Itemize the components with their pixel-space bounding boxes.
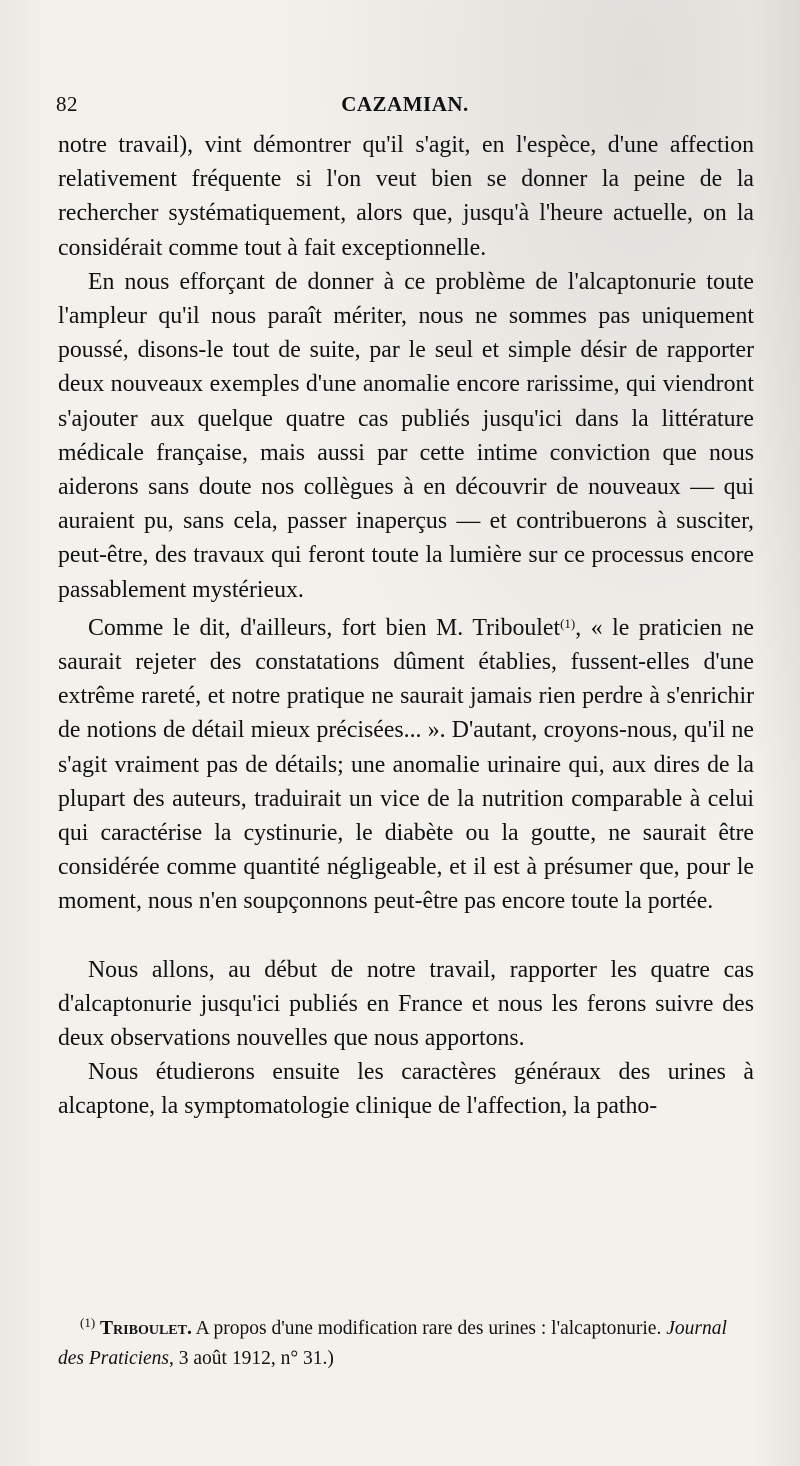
paragraph-4: Nous allons, au début de notre travail, rapporter les quatre cas d'alcaptonurie jusqu'ici publiés en France et nous les ferons suivre des deux observations nouvelles que nous apportons. [58, 956, 754, 1052]
paragraph-2: En nous efforçant de donner à ce problème de l'alcaptonurie toute l'ampleur qu'il nous paraît mériter, nous ne sommes pas uniquement poussé, disons-le tout de suite, par le seul et simple désir de rapporter deux nouveaux exemples d'une anomalie encore rarissime, qui viendront s'ajouter aux quelque quatre cas publiés jusqu'ici dans la littérature médicale française, mais aussi par cette intime conviction que nous aiderons sans doute nos collègues à en découvrir de nouveaux — qui auraient pu, sans cela, passer inaperçus — et contribuerons à susciter, peut-être, des travaux qui feront toute la lumière sur ce processus encore passablement mystérieux. [58, 268, 754, 603]
footnote-mark: (1) [80, 1315, 96, 1330]
footnote-reference: (1) [560, 615, 576, 631]
footnote-author: Triboulet. [100, 1318, 192, 1339]
page-header [56, 92, 754, 122]
footnote-details: , 3 août 1912, n° 31.) [169, 1348, 334, 1369]
paragraph-3-start: Comme le dit, d'ailleurs, fort bien M. Triboulet [88, 614, 561, 641]
paragraph-3-rest: , « le praticien ne saurait rejeter des constatations dûment établies, fussent-elles d'une extrême rareté, et notre pratique ne saurait jamais rien perdre à s'enrichir de notions de détail mieux précisées... ». D'autant, croyons-nous, qu'il ne s'agit vraiment pas de détails; une anomalie urinaire qui, aux dires de la plupart des auteurs, traduirait un vice de la nutrition comparable à celui qui caractérise la cystinurie, le diabète ou la goutte, ne saurait être considérée comme quantité négligeable, et il est à présumer que, pour le moment, nous n'en soupçonnons peut-être pas encore toute la portée. [58, 614, 754, 915]
paragraph-1: notre travail), vint démontrer qu'il s'agit, en l'espèce, d'une affection relativement fréquente si l'on veut bien se donner la peine de la rechercher systématiquement, alors que, jusqu'à l'heure actuelle, on la considérait comme tout à fait exceptionnelle. [58, 132, 754, 261]
body-text [58, 128, 754, 1124]
footnote-1 [58, 1308, 754, 1374]
paragraph-5: Nous étudierons ensuite les caractères généraux des urines à alcaptone, la symptomatologie clinique de l'affection, la patho- [58, 1059, 754, 1120]
footnote-title: A propos d'une modification rare des urines : l'alcaptonurie. [191, 1318, 662, 1339]
footnotes [58, 1308, 754, 1374]
paragraph-3 [58, 607, 754, 919]
running-head: CAZAMIAN. [341, 92, 469, 116]
footnote-journal: Journal des Praticiens [58, 1318, 727, 1369]
page-number: 82 [56, 92, 78, 116]
